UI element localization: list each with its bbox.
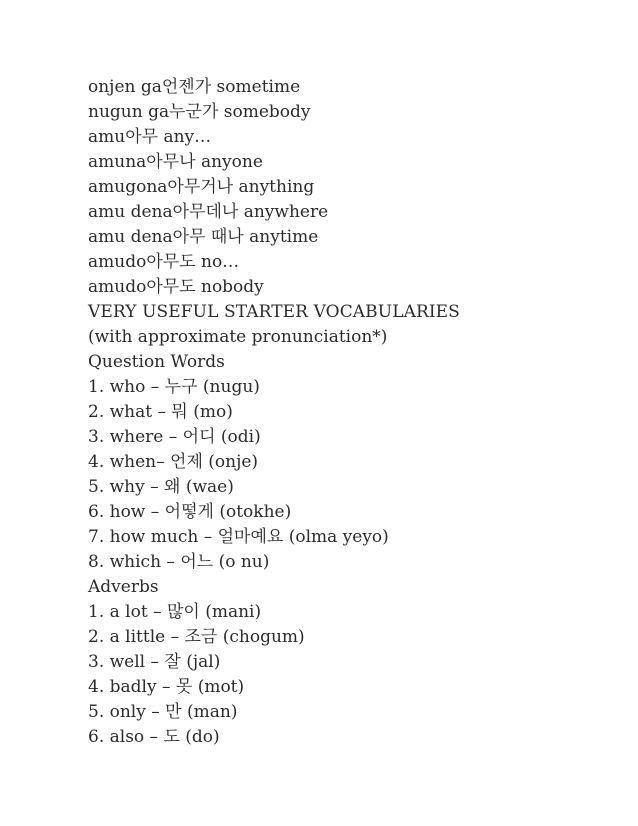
vocab-line: amu아무 any… — [88, 127, 212, 147]
question-word-item: 2. what – 뭐 (mo) — [88, 402, 233, 422]
adverb-item: 5. only – 만 (man) — [88, 702, 238, 722]
adverb-item: 4. badly – 못 (mot) — [88, 677, 245, 697]
vocab-line: nugun ga누군가 somebody — [88, 102, 311, 122]
adverb-item: 1. a lot – 많이 (mani) — [88, 602, 262, 622]
question-word-item: 4. when– 언제 (onje) — [88, 452, 259, 472]
question-word-item: 6. how – 어떻게 (otokhe) — [88, 502, 292, 522]
question-word-item: 1. who – 누구 (nugu) — [88, 377, 260, 397]
vocab-line: amuna아무나 anyone — [88, 152, 263, 172]
adverb-item: 3. well – 잘 (jal) — [88, 652, 221, 672]
vocab-line: amugona아무거나 anything — [88, 177, 315, 197]
question-word-item: 7. how much – 얼마예요 (olma yeyo) — [88, 527, 389, 547]
pronunciation-note: (with approximate pronunciation*) — [88, 327, 388, 347]
adverb-item: 2. a little – 조금 (chogum) — [88, 627, 305, 647]
vocab-line: onjen ga언젠가 sometime — [88, 77, 301, 97]
section-heading-adverbs: Adverbs — [88, 577, 159, 597]
question-word-item: 8. which – 어느 (o nu) — [88, 552, 270, 572]
vocab-line: amudo아무도 nobody — [88, 277, 264, 297]
question-word-item: 3. where – 어디 (odi) — [88, 427, 261, 447]
section-heading-vocabularies: VERY USEFUL STARTER VOCABULARIES — [88, 302, 460, 322]
vocabulary-text-block — [88, 75, 628, 750]
adverb-item: 6. also – 도 (do) — [88, 727, 220, 747]
question-word-item: 5. why – 왜 (wae) — [88, 477, 234, 497]
vocab-line: amu dena아무 때나 anytime — [88, 227, 319, 247]
vocab-line: amudo아무도 no… — [88, 252, 240, 272]
vocab-line: amu dena아무데나 anywhere — [88, 202, 329, 222]
section-heading-question-words: Question Words — [88, 352, 225, 372]
